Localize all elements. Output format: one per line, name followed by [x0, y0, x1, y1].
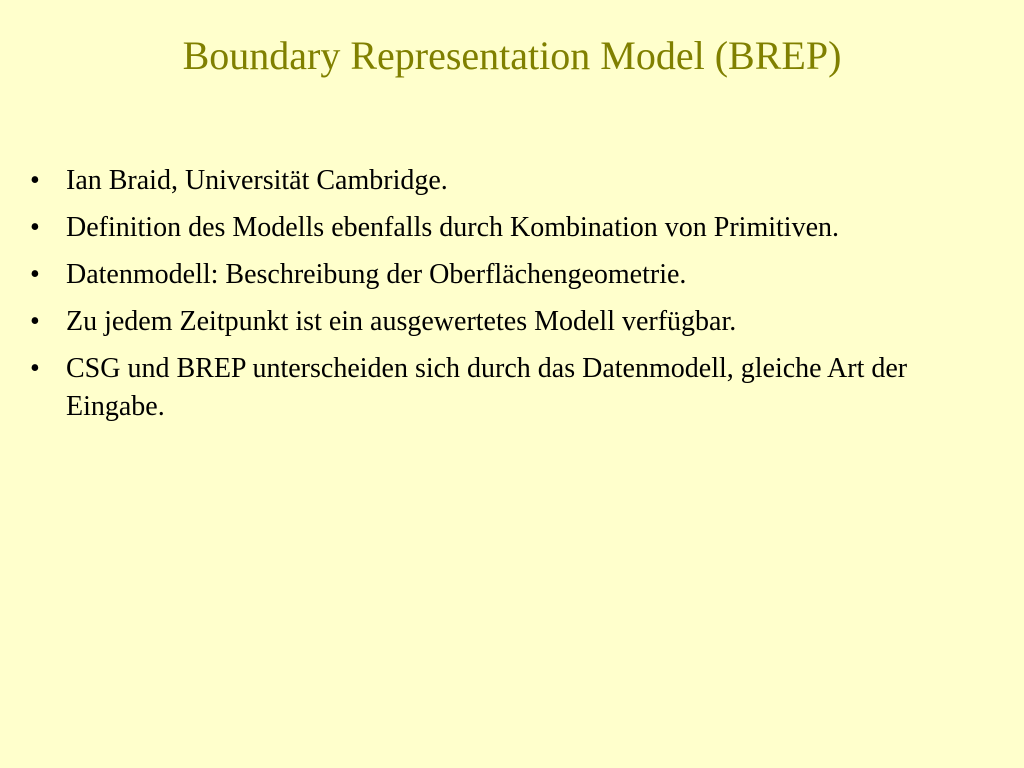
bullet-icon: • [30, 306, 40, 337]
bullet-text: Zu jedem Zeitpunkt ist ein ausgewertetes Modell verfügbar. [66, 306, 737, 337]
bullet-text: CSG und BREP unterscheiden sich durch das Datenmodell, gleiche Art der Eingabe. [66, 353, 908, 422]
bullet-item [30, 350, 1000, 426]
bullet-text: Definition des Modells ebenfalls durch Kombination von Primitiven. [66, 212, 839, 243]
bullet-list [30, 162, 1000, 435]
slide-title: Boundary Representation Model (BREP) [182, 33, 842, 78]
bullet-item [30, 209, 1000, 247]
bullet-text: Ian Braid, Universität Cambridge. [66, 165, 448, 196]
bullet-text: Datenmodell: Beschreibung der Oberflächengeometrie. [66, 259, 687, 290]
bullet-icon: • [30, 353, 40, 384]
bullet-icon: • [30, 259, 40, 290]
bullet-icon: • [30, 165, 40, 196]
bullet-icon: • [30, 212, 40, 243]
bullet-item [30, 256, 1000, 294]
bullet-item [30, 162, 1000, 200]
bullet-item [30, 303, 1000, 341]
